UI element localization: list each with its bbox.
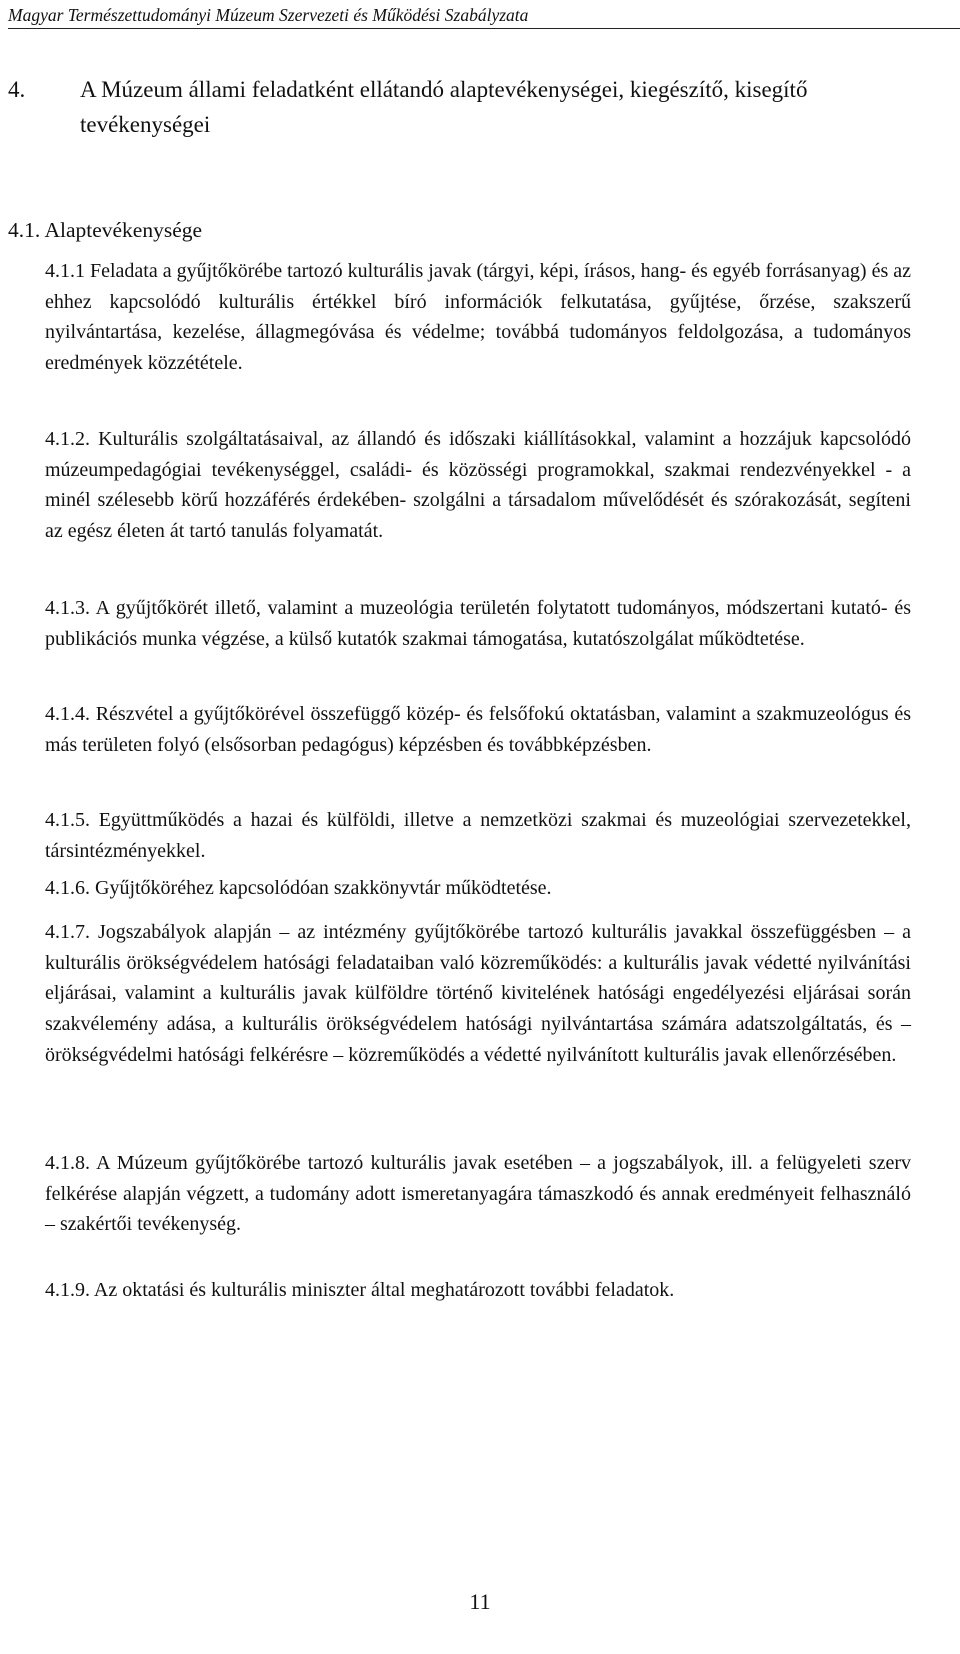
paragraph-4-1-1	[45, 256, 911, 379]
paragraph-4-1-4	[45, 699, 911, 760]
paragraph-text: 4.1.2. Kulturális szolgáltatásaival, az állandó és időszaki kiállításokkal, valamint a hozzájuk kapcsolódó múzeumpedagógiai tevékenységgel, családi- és közösségi programokkal, szakmai rendezvényekkel - a minél szélesebb körű hozzáférés érdekében- szolgálni a társadalom művelődését és szórakozását, segíteni az egész életen át tartó tanulás folyamatát.	[45, 428, 911, 543]
paragraph-text: 4.1.4. Részvétel a gyűjtőkörével összefüggő közép- és felsőfokú oktatásban, valamint a szakmuzeológus és más területen folyó (elsősorban pedagógus) képzésben és továbbképzésben.	[45, 703, 911, 756]
paragraph-text: 4.1.7. Jogszabályok alapján – az intézmény gyűjtőkörébe tartozó kulturális javakkal összefüggésben – a kulturális örökségvédelem hatósági feladataiban való közreműködés: a kulturális javak védetté nyilvánítási eljárásai, valamint a kulturális javak külföldre történő kivitelének hatósági engedélyezési eljárásai során szakvélemény adása, a kulturális örökségvédelem hatósági nyilvántartása számára adatszolgáltatás, és – örökségvédelmi hatósági felkérésre – közreműködés a védetté nyilvánított kulturális javak ellenőrzésében.	[45, 921, 911, 1066]
paragraph-text: 4.1.5. Együttműködés a hazai és külföldi, illetve a nemzetközi szakmai és muzeológiai szervezetekkel, társintézményekkel.	[45, 809, 911, 862]
paragraph-4-1-6	[45, 873, 911, 904]
paragraph-text: 4.1.1 Feladata a gyűjtőkörébe tartozó kulturális javak (tárgyi, képi, írásos, hang- és egyéb forrásanyag) és az ehhez kapcsolódó kulturális értékkel bíró információk felkutatása, gyűjtése, őrzése, szakszerű nyilvántartása, kezelése, állagmegóvása és védelme; továbbá tudományos feldolgozása, a tudományos eredmények közzététele.	[45, 260, 911, 375]
page-number: 11	[469, 1589, 491, 1614]
paragraph-text: 4.1.9. Az oktatási és kulturális miniszter által meghatározott további feladatok.	[45, 1279, 675, 1301]
paragraph-text: 4.1.6. Gyűjtőköréhez kapcsolódóan szakkönyvtár működtetése.	[45, 877, 552, 899]
section-heading: 4.1. Alaptevékenysége	[8, 218, 203, 242]
paragraph-4-1-7	[45, 917, 911, 1071]
header-divider	[8, 28, 960, 29]
paragraph-4-1-8	[45, 1148, 911, 1240]
paragraph-text: 4.1.8. A Múzeum gyűjtőkörébe tartozó kulturális javak esetében – a jogszabályok, ill. a felügyeleti szerv felkérése alapján végzett, a tudomány adott ismeretanyagára támaszkodó és annak eredményeit felhasználó – szakértői tevékenység.	[45, 1152, 911, 1236]
chapter-number: 4.	[8, 77, 26, 102]
paragraph-4-1-2	[45, 424, 911, 547]
chapter-title: A Múzeum állami feladatként ellátandó alaptevékenységei, kiegészítő, kisegítő tevékenységei	[80, 77, 808, 137]
running-header: Magyar Természettudományi Múzeum Szervezeti és Működési Szabályzata	[8, 5, 529, 25]
chapter-heading	[8, 72, 908, 142]
paragraph-4-1-5	[45, 805, 911, 866]
paragraph-4-1-9	[45, 1275, 911, 1306]
paragraph-4-1-3	[45, 593, 911, 654]
paragraph-text: 4.1.3. A gyűjtőkörét illető, valamint a muzeológia területén folytatott tudományos, módszertani kutató- és publikációs munka végzése, a külső kutatók szakmai támogatása, kutatószolgálat működtetése.	[45, 597, 911, 650]
